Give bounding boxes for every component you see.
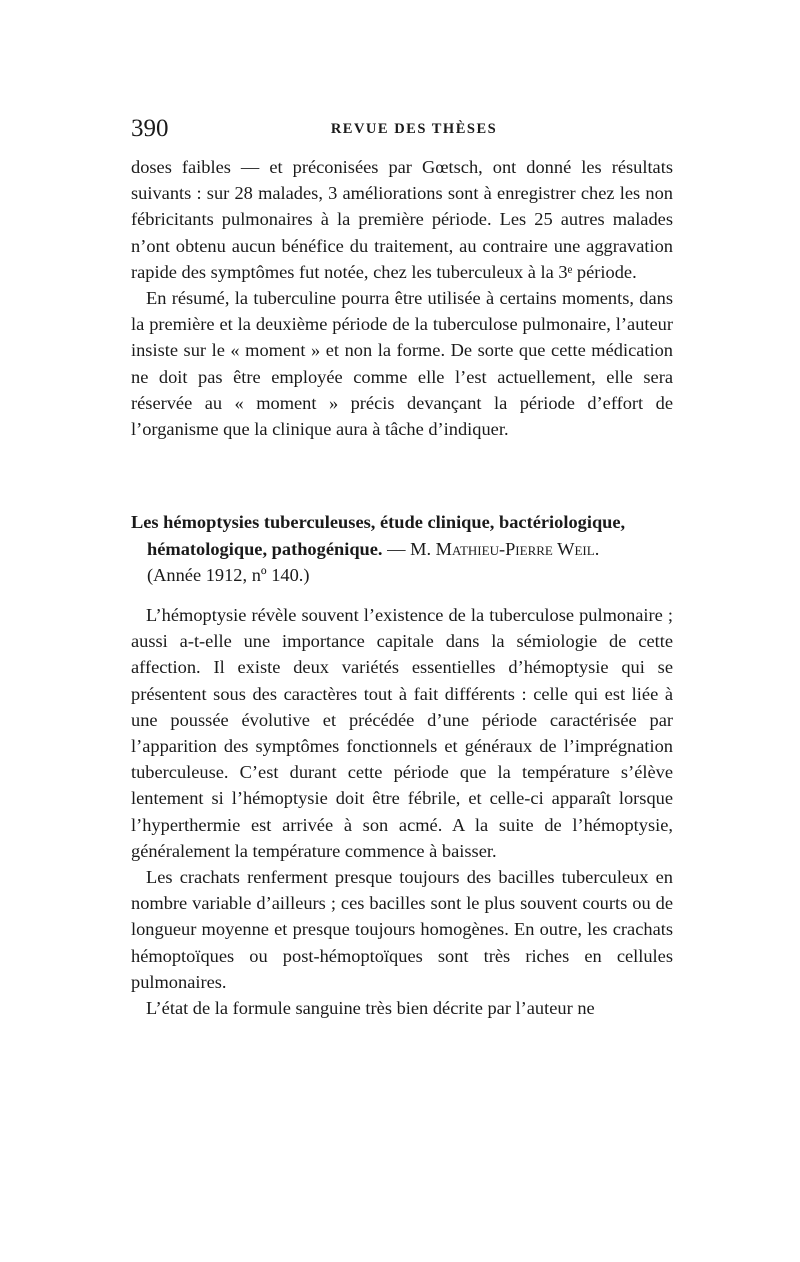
author-separator: — M. (382, 538, 436, 559)
paragraph-continuation: doses faibles — et préconisées par Gœtsch, ont donné les résultats suivants : sur 28 malades, 3 améliorations sont à enregistrer chez les non fébricitants pulmonaires à la première période. Les 25 autres malades n’ont obtenu aucun bénéfice du traitement, au contraire une aggravation rapide des symptômes fut notée, chez les tuberculeux à la 3ᵉ période. (131, 157, 673, 282)
body-text-top (131, 154, 673, 442)
running-title: REVUE DES THÈSES (330, 121, 498, 137)
paragraph-summary: En résumé, la tuberculine pourra être utilisée à certains moments, dans la première et la deuxième période de la tuberculose pulmonaire, l’auteur insiste sur le « moment » et non la forme. De sorte que cette médication ne doit pas être employée comme elle l’est actuellement, elle sera réservée au « moment » précis devançant la période d’effort de l’organisme que la clinique aura à tâche d’indiquer. (131, 288, 673, 440)
author-name: Mathieu-Pierre Weil. (435, 538, 600, 559)
body-text-bottom (131, 602, 673, 1021)
thesis-title-line-2: hématologique, pathogénique. (147, 538, 383, 559)
running-head (131, 114, 673, 144)
thesis-title-line-1: Les hémoptysies tuberculeuses, étude clinique, bactériologique, (131, 512, 626, 532)
paragraph-hemoptysis: L’hémoptysie révèle souvent l’existence de la tuberculose pulmonaire ; aussi a-t-elle une importance capitale dans la sémiologie de cette affection. Il existe deux variétés essentielles d’hémoptysie qui se présentent sous des caractères tout à fait différents : celle qui est liée à une poussée évolutive et précédée d’une période caractérisée par l’apparition des symptômes fonctionnels et généraux de l’imprégnation tuberculeuse. C’est durant cette période que la température s’élève lentement si l’hémoptysie doit être fébrile, et celle-ci apparaît lorsque l’hyperthermie est arrivée à son acmé. A la suite de l’hémoptysie, généralement la température commence à baisser. (131, 605, 673, 861)
section-heading (131, 509, 673, 589)
paragraph-sputum: Les crachats renferment presque toujours des bacilles tuberculeux en nombre variable d’ailleurs ; ces bacilles sont le plus souvent courts ou de longueur moyenne et presque toujours homogènes. En outre, les crachats hémoptoïques ou post-hémoptoïques sont très riches en cellules pulmonaires. (131, 867, 673, 992)
page-number: 390 (131, 115, 169, 142)
heading-line-1 (131, 509, 673, 536)
thesis-citation: (Année 1912, nº 140.) (147, 565, 310, 585)
paragraph-blood-formula: L’état de la formule sanguine très bien décrite par l’auteur ne (146, 998, 595, 1019)
heading-line-2 (131, 536, 673, 563)
